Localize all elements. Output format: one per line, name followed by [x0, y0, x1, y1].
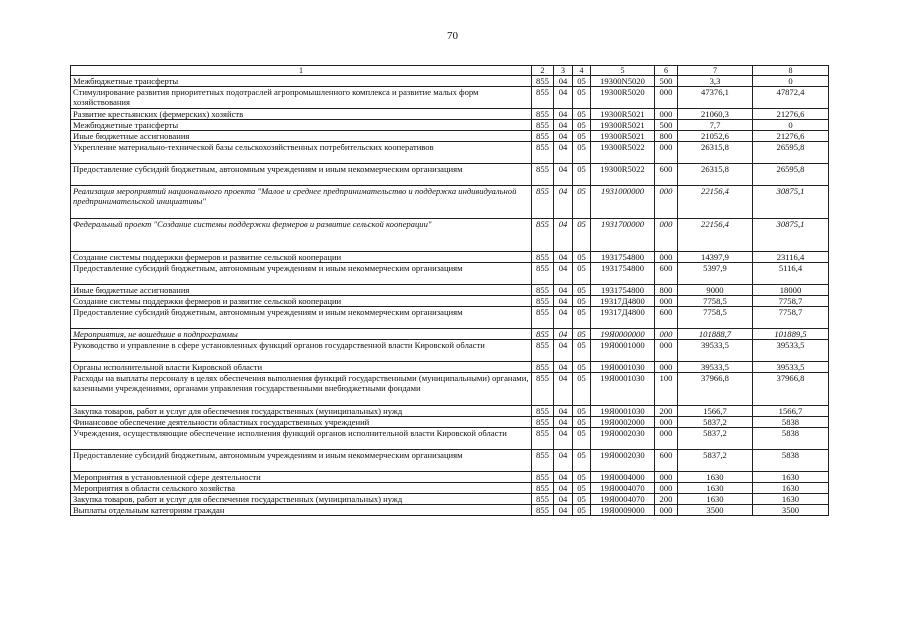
- row-name: Реализация мероприятий национального проекта "Малое и среднее предпринимательство и поддержка индивидуальной предпринимательской инициативы": [71, 186, 532, 219]
- table-row: [71, 307, 829, 329]
- row-code-expense: 000: [655, 142, 678, 164]
- table-row: [71, 472, 829, 483]
- row-code-section: 04: [554, 219, 573, 252]
- row-code-admin: 855: [532, 450, 554, 472]
- row-code-subsection: 05: [573, 417, 591, 428]
- row-code-section: 04: [554, 252, 573, 263]
- row-code-target: 19Я0009000: [591, 505, 655, 516]
- column-header: 5: [591, 66, 655, 76]
- row-value-year1: 7,7: [678, 120, 753, 131]
- row-value-year1: 9000: [678, 285, 753, 296]
- row-code-target: 19317Д4800: [591, 296, 655, 307]
- row-value-year1: 22156,4: [678, 219, 753, 252]
- row-code-expense: 600: [655, 450, 678, 472]
- row-name: Создание системы поддержки фермеров и развитие сельской кооперации: [71, 252, 532, 263]
- row-code-expense: 800: [655, 285, 678, 296]
- row-code-section: 04: [554, 417, 573, 428]
- row-code-admin: 855: [532, 87, 554, 109]
- row-code-expense: 000: [655, 329, 678, 340]
- row-code-section: 04: [554, 142, 573, 164]
- row-name: Выплаты отдельным категориям граждан: [71, 505, 532, 516]
- table-row: [71, 373, 829, 406]
- row-code-section: 04: [554, 428, 573, 450]
- row-code-target: 19300R5021: [591, 120, 655, 131]
- row-code-subsection: 05: [573, 285, 591, 296]
- row-code-subsection: 05: [573, 329, 591, 340]
- row-code-subsection: 05: [573, 252, 591, 263]
- row-value-year1: 5837,2: [678, 417, 753, 428]
- row-code-section: 04: [554, 285, 573, 296]
- row-code-target: 19Я0004070: [591, 483, 655, 494]
- row-code-target: 19Я0002030: [591, 428, 655, 450]
- row-code-target: 19Я0001000: [591, 340, 655, 362]
- row-code-expense: 000: [655, 340, 678, 362]
- row-code-subsection: 05: [573, 505, 591, 516]
- row-value-year2: 1630: [753, 494, 829, 505]
- row-value-year1: 1630: [678, 494, 753, 505]
- row-code-section: 04: [554, 505, 573, 516]
- row-code-admin: 855: [532, 505, 554, 516]
- row-code-section: 04: [554, 120, 573, 131]
- row-code-section: 04: [554, 296, 573, 307]
- row-code-admin: 855: [532, 307, 554, 329]
- row-code-section: 04: [554, 494, 573, 505]
- row-code-expense: 000: [655, 428, 678, 450]
- row-value-year1: 3,3: [678, 76, 753, 87]
- row-code-subsection: 05: [573, 164, 591, 186]
- table-row: [71, 362, 829, 373]
- table-row: [71, 494, 829, 505]
- row-code-target: 19300N5020: [591, 76, 655, 87]
- row-value-year1: 47376,1: [678, 87, 753, 109]
- row-name: Предоставление субсидий бюджетным, автономным учреждениям и иным некоммерческим организациям: [71, 450, 532, 472]
- row-code-expense: 000: [655, 296, 678, 307]
- row-value-year2: 1566,7: [753, 406, 829, 417]
- row-code-target: 19300R5022: [591, 164, 655, 186]
- row-name: Органы исполнительной власти Кировской области: [71, 362, 532, 373]
- table-row: [71, 329, 829, 340]
- row-code-expense: 000: [655, 219, 678, 252]
- row-value-year1: 3500: [678, 505, 753, 516]
- row-value-year2: 39533,5: [753, 340, 829, 362]
- row-code-admin: 855: [532, 329, 554, 340]
- row-value-year1: 1566,7: [678, 406, 753, 417]
- row-code-subsection: 05: [573, 263, 591, 285]
- row-name: Руководство и управление в сфере установленных функций органов государственной власти Кировской области: [71, 340, 532, 362]
- table-row: [71, 120, 829, 131]
- row-value-year2: 1630: [753, 472, 829, 483]
- row-value-year1: 1630: [678, 483, 753, 494]
- row-code-expense: 800: [655, 131, 678, 142]
- row-code-expense: 000: [655, 483, 678, 494]
- row-value-year2: 30875,1: [753, 219, 829, 252]
- table-row: [71, 483, 829, 494]
- row-name: Иные бюджетные ассигнования: [71, 131, 532, 142]
- row-value-year2: 18000: [753, 285, 829, 296]
- row-code-target: 1931000000: [591, 186, 655, 219]
- table-row: [71, 505, 829, 516]
- row-code-subsection: 05: [573, 340, 591, 362]
- row-value-year1: 26315,8: [678, 164, 753, 186]
- row-code-admin: 855: [532, 164, 554, 186]
- row-code-expense: 000: [655, 505, 678, 516]
- row-code-target: 19Я0001030: [591, 406, 655, 417]
- row-value-year2: 5838: [753, 428, 829, 450]
- table-row: [71, 428, 829, 450]
- row-code-admin: 855: [532, 362, 554, 373]
- row-value-year1: 39533,5: [678, 362, 753, 373]
- row-code-expense: 000: [655, 87, 678, 109]
- column-header: 4: [573, 66, 591, 76]
- row-code-section: 04: [554, 76, 573, 87]
- row-code-section: 04: [554, 483, 573, 494]
- row-name: Межбюджетные трансферты: [71, 120, 532, 131]
- row-code-section: 04: [554, 340, 573, 362]
- row-code-admin: 855: [532, 494, 554, 505]
- table-row: [71, 285, 829, 296]
- row-code-expense: 200: [655, 406, 678, 417]
- row-code-subsection: 05: [573, 307, 591, 329]
- row-code-section: 04: [554, 307, 573, 329]
- row-code-admin: 855: [532, 109, 554, 120]
- table-row: [71, 76, 829, 87]
- table-row: [71, 219, 829, 252]
- page-number: 70: [447, 30, 458, 42]
- row-value-year2: 5116,4: [753, 263, 829, 285]
- row-code-expense: 200: [655, 494, 678, 505]
- table-row: [71, 87, 829, 109]
- table-row: [71, 450, 829, 472]
- row-code-subsection: 05: [573, 219, 591, 252]
- row-code-subsection: 05: [573, 450, 591, 472]
- row-name: Предоставление субсидий бюджетным, автономным учреждениям и иным некоммерческим организациям: [71, 263, 532, 285]
- row-code-section: 04: [554, 472, 573, 483]
- row-value-year1: 21060,3: [678, 109, 753, 120]
- table-row: [71, 296, 829, 307]
- row-code-subsection: 05: [573, 186, 591, 219]
- table-row: [71, 417, 829, 428]
- column-header: 6: [655, 66, 678, 76]
- row-code-admin: 855: [532, 263, 554, 285]
- row-value-year1: 5837,2: [678, 428, 753, 450]
- row-name: Учреждения, осуществляющие обеспечение исполнения функций органов исполнительной власти Кировской области: [71, 428, 532, 450]
- row-name: Мероприятия в области сельского хозяйства: [71, 483, 532, 494]
- row-name: Закупка товаров, работ и услуг для обеспечения государственных (муниципальных) нужд: [71, 406, 532, 417]
- row-name: Стимулирование развития приоритетных подотраслей агропромышленного комплекса и развитие малых форм хозяйствования: [71, 87, 532, 109]
- row-code-target: 19300R5020: [591, 87, 655, 109]
- table-row: [71, 406, 829, 417]
- row-value-year1: 1630: [678, 472, 753, 483]
- row-name: Расходы на выплаты персоналу в целях обеспечения выполнения функций государственными (муниципальными) органами, казенными учреждениями, органами управления государственными внебюджетными фондами: [71, 373, 532, 406]
- row-code-admin: 855: [532, 428, 554, 450]
- table-row: [71, 142, 829, 164]
- row-value-year2: 1630: [753, 483, 829, 494]
- row-code-section: 04: [554, 263, 573, 285]
- row-code-expense: 000: [655, 109, 678, 120]
- row-code-target: 19Я0004070: [591, 494, 655, 505]
- row-code-subsection: 05: [573, 87, 591, 109]
- row-code-target: 19Я0001030: [591, 362, 655, 373]
- row-name: Межбюджетные трансферты: [71, 76, 532, 87]
- row-code-subsection: 05: [573, 296, 591, 307]
- row-value-year1: 14397,9: [678, 252, 753, 263]
- row-code-subsection: 05: [573, 483, 591, 494]
- row-value-year1: 37966,8: [678, 373, 753, 406]
- table-row: [71, 164, 829, 186]
- column-header: 2: [532, 66, 554, 76]
- row-code-section: 04: [554, 186, 573, 219]
- row-code-subsection: 05: [573, 428, 591, 450]
- row-code-admin: 855: [532, 285, 554, 296]
- row-code-target: 1931754800: [591, 252, 655, 263]
- column-header: 1: [71, 66, 532, 76]
- row-name: Мероприятия в установленной сфере деятельности: [71, 472, 532, 483]
- row-code-subsection: 05: [573, 406, 591, 417]
- row-code-expense: 000: [655, 417, 678, 428]
- row-value-year1: 22156,4: [678, 186, 753, 219]
- row-code-section: 04: [554, 450, 573, 472]
- row-value-year2: 101889,5: [753, 329, 829, 340]
- row-code-admin: 855: [532, 406, 554, 417]
- row-value-year1: 21052,6: [678, 131, 753, 142]
- row-code-admin: 855: [532, 219, 554, 252]
- header-row: [71, 66, 829, 76]
- row-value-year2: 47872,4: [753, 87, 829, 109]
- row-value-year2: 37966,8: [753, 373, 829, 406]
- table-row: [71, 263, 829, 285]
- row-value-year2: 0: [753, 120, 829, 131]
- row-code-subsection: 05: [573, 76, 591, 87]
- row-code-admin: 855: [532, 131, 554, 142]
- row-value-year2: 21276,6: [753, 109, 829, 120]
- row-code-target: 1931754800: [591, 285, 655, 296]
- row-code-target: 19317Д4800: [591, 307, 655, 329]
- row-code-section: 04: [554, 406, 573, 417]
- row-value-year1: 101888,7: [678, 329, 753, 340]
- row-value-year2: 26595,8: [753, 164, 829, 186]
- row-code-subsection: 05: [573, 109, 591, 120]
- row-code-expense: 000: [655, 186, 678, 219]
- row-code-admin: 855: [532, 417, 554, 428]
- row-code-section: 04: [554, 329, 573, 340]
- row-value-year2: 23116,4: [753, 252, 829, 263]
- table-row: [71, 131, 829, 142]
- row-code-admin: 855: [532, 340, 554, 362]
- row-code-target: 19300R5022: [591, 142, 655, 164]
- row-code-section: 04: [554, 131, 573, 142]
- row-value-year2: 5838: [753, 450, 829, 472]
- row-code-target: 1931700000: [591, 219, 655, 252]
- table-row: [71, 109, 829, 120]
- row-code-expense: 100: [655, 373, 678, 406]
- row-value-year2: 39533,5: [753, 362, 829, 373]
- row-code-admin: 855: [532, 373, 554, 406]
- table-row: [71, 252, 829, 263]
- row-code-section: 04: [554, 109, 573, 120]
- row-name: Финансовое обеспечение деятельности областных государственных учреждений: [71, 417, 532, 428]
- row-code-subsection: 05: [573, 362, 591, 373]
- row-code-target: 19Я0004000: [591, 472, 655, 483]
- row-name: Федеральный проект "Создание системы поддержки фермеров и развитие сельской кооперации": [71, 219, 532, 252]
- row-value-year1: 5837,2: [678, 450, 753, 472]
- row-code-subsection: 05: [573, 142, 591, 164]
- row-code-admin: 855: [532, 472, 554, 483]
- row-name: Создание системы поддержки фермеров и развитие сельской кооперации: [71, 296, 532, 307]
- row-code-section: 04: [554, 362, 573, 373]
- row-code-subsection: 05: [573, 120, 591, 131]
- row-code-admin: 855: [532, 186, 554, 219]
- row-code-target: 1931754800: [591, 263, 655, 285]
- row-name: Предоставление субсидий бюджетным, автономным учреждениям и иным некоммерческим организациям: [71, 307, 532, 329]
- row-name: Укрепление материально-технической базы сельскохозяйственных потребительских кооперативов: [71, 142, 532, 164]
- row-name: Мероприятия, не вошедшие в подпрограммы: [71, 329, 532, 340]
- row-value-year1: 7758,5: [678, 296, 753, 307]
- row-code-subsection: 05: [573, 373, 591, 406]
- row-code-expense: 000: [655, 362, 678, 373]
- row-name: Предоставление субсидий бюджетным, автономным учреждениям и иным некоммерческим организациям: [71, 164, 532, 186]
- column-header: 3: [554, 66, 573, 76]
- row-code-subsection: 05: [573, 494, 591, 505]
- row-code-expense: 000: [655, 252, 678, 263]
- row-code-admin: 855: [532, 252, 554, 263]
- row-code-admin: 855: [532, 142, 554, 164]
- row-code-expense: 600: [655, 263, 678, 285]
- row-value-year2: 21276,6: [753, 131, 829, 142]
- row-code-section: 04: [554, 373, 573, 406]
- row-value-year2: 3500: [753, 505, 829, 516]
- row-code-admin: 855: [532, 296, 554, 307]
- row-value-year2: 26595,8: [753, 142, 829, 164]
- row-value-year2: 7758,7: [753, 296, 829, 307]
- row-value-year2: 5838: [753, 417, 829, 428]
- column-header: 7: [678, 66, 753, 76]
- table-row: [71, 186, 829, 219]
- row-code-admin: 855: [532, 76, 554, 87]
- row-value-year2: 30875,1: [753, 186, 829, 219]
- row-code-expense: 500: [655, 120, 678, 131]
- row-code-target: 19300R5021: [591, 109, 655, 120]
- column-header: 8: [753, 66, 829, 76]
- row-code-target: 19Я0001030: [591, 373, 655, 406]
- row-code-target: 19Я0002000: [591, 417, 655, 428]
- row-code-target: 19Я0000000: [591, 329, 655, 340]
- row-code-admin: 855: [532, 483, 554, 494]
- row-value-year2: 7758,7: [753, 307, 829, 329]
- row-name: Закупка товаров, работ и услуг для обеспечения государственных (муниципальных) нужд: [71, 494, 532, 505]
- row-name: Развитие крестьянских (фермерских) хозяйств: [71, 109, 532, 120]
- row-code-expense: 000: [655, 472, 678, 483]
- row-value-year1: 39533,5: [678, 340, 753, 362]
- row-name: Иные бюджетные ассигнования: [71, 285, 532, 296]
- row-code-admin: 855: [532, 120, 554, 131]
- row-code-subsection: 05: [573, 472, 591, 483]
- row-code-target: 19300R5021: [591, 131, 655, 142]
- row-code-expense: 600: [655, 307, 678, 329]
- table-row: [71, 340, 829, 362]
- row-value-year2: 0: [753, 76, 829, 87]
- budget-table: [70, 65, 829, 516]
- row-code-expense: 500: [655, 76, 678, 87]
- row-code-subsection: 05: [573, 131, 591, 142]
- row-code-expense: 600: [655, 164, 678, 186]
- row-value-year1: 26315,8: [678, 142, 753, 164]
- row-code-section: 04: [554, 164, 573, 186]
- row-value-year1: 5397,9: [678, 263, 753, 285]
- row-value-year1: 7758,5: [678, 307, 753, 329]
- row-code-section: 04: [554, 87, 573, 109]
- row-code-target: 19Я0002030: [591, 450, 655, 472]
